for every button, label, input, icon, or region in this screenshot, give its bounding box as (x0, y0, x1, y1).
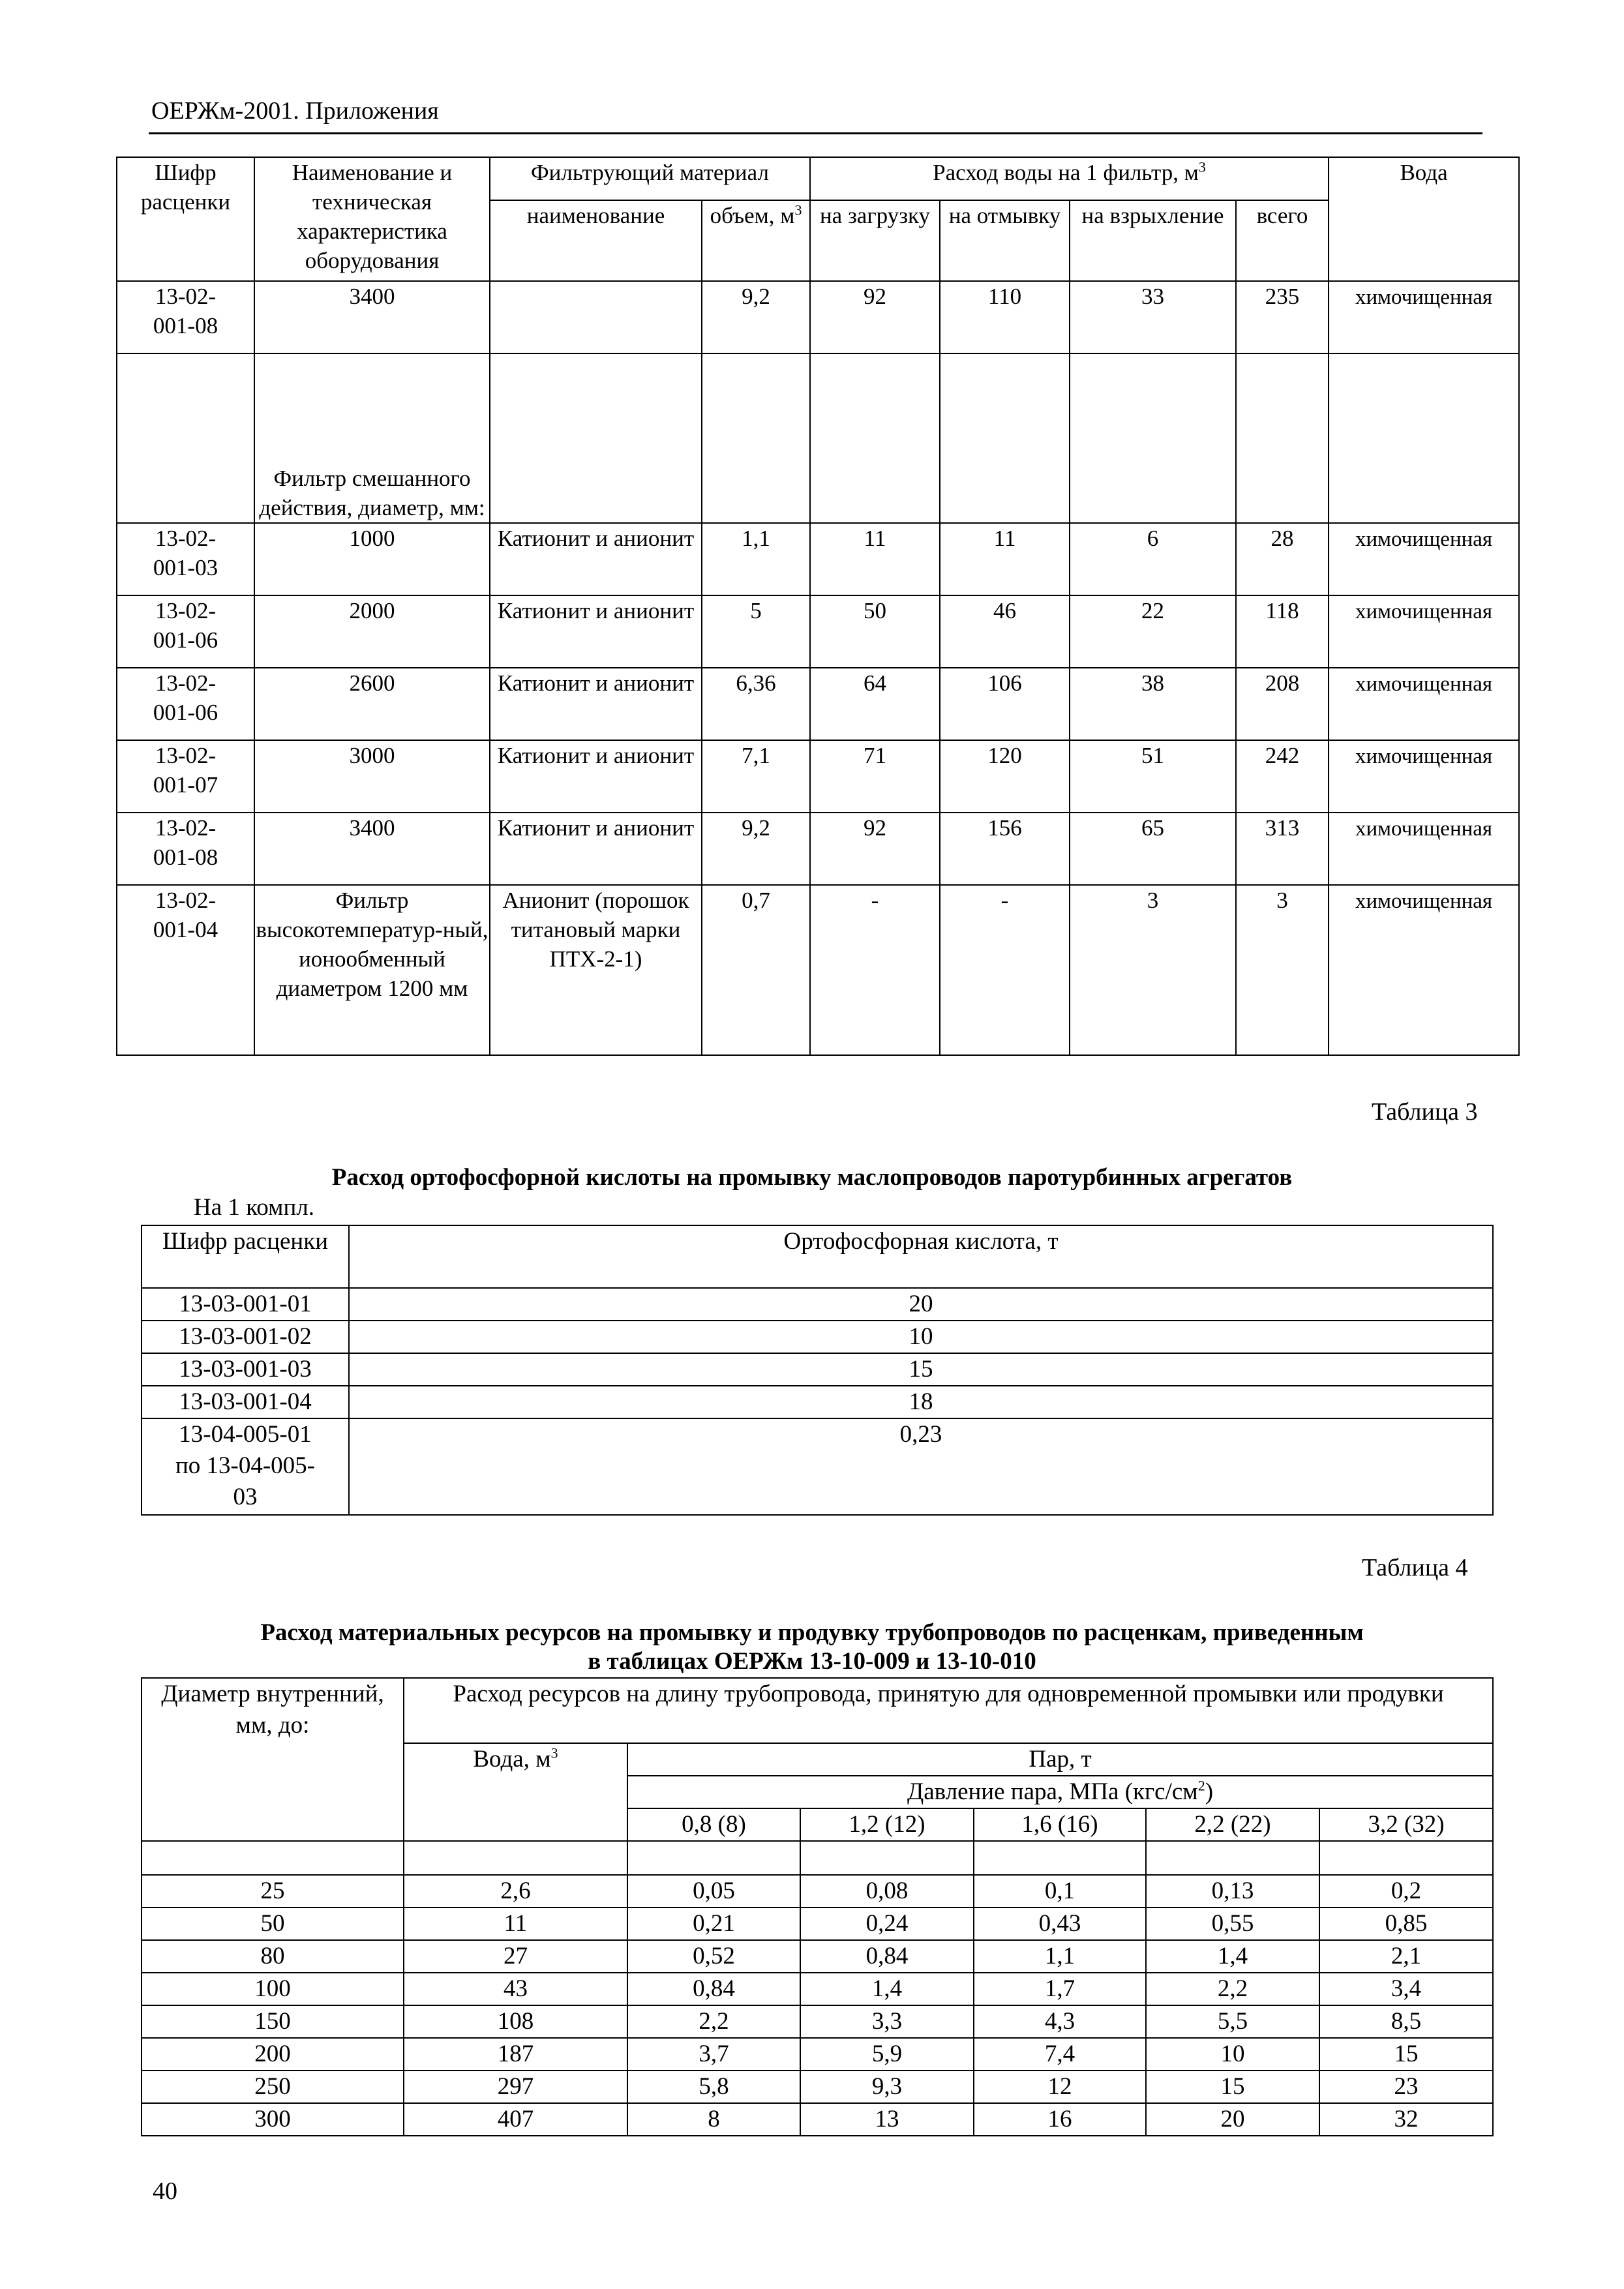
cell-steam-0-8: 3,7 (627, 2038, 800, 2071)
header-pressure-0-8: 0,8 (8) (627, 1808, 800, 1841)
cell-steam-1-2: 9,3 (800, 2071, 974, 2103)
table3-unit-note: На 1 компл. (194, 1194, 314, 1221)
cell-code: 13-04-005-01 по 13-04-005-03 (142, 1418, 349, 1515)
cell-steam-3-2: 2,1 (1319, 1940, 1493, 1973)
table-row (142, 1875, 1493, 1908)
pipeline-flush-table (141, 1677, 1494, 2136)
cell-name: 2600 (254, 668, 490, 740)
header-consumption: Расход ресурсов на длину трубопровода, принятую для одновременной промывки или продувки (404, 1678, 1493, 1743)
cell-loosen: 6 (1070, 523, 1236, 595)
table4-title-line2: в таблицах ОЕРЖм 13-10-009 и 13-10-010 (588, 1648, 1036, 1675)
cell-code: 13-03-001-04 (142, 1386, 349, 1418)
cell-steam-2-2: 0,13 (1146, 1875, 1319, 1908)
table-row (117, 813, 1519, 885)
cell-name: 2000 (254, 595, 490, 668)
cell-wash (940, 353, 1070, 523)
cell-load: 92 (810, 813, 940, 885)
cell-steam-1-6: 1,1 (974, 1940, 1146, 1973)
cell-load: 71 (810, 740, 940, 813)
header-diameter: Диаметр внутренний, мм, до: (142, 1678, 404, 1841)
table-row (142, 1418, 1493, 1515)
cell-steam-0-8: 8 (627, 2103, 800, 2136)
header-pressure-1-6: 1,6 (16) (974, 1808, 1146, 1841)
cell-steam-3-2: 23 (1319, 2071, 1493, 2103)
cell-water: 187 (404, 2038, 627, 2071)
header-load: на загрузку (810, 200, 940, 281)
header-code: Шифр расценки (142, 1225, 349, 1288)
cell-acid: 10 (349, 1321, 1493, 1353)
cell-name: Фильтр смешанного действия, диаметр, мм: (254, 353, 490, 523)
table4-title-line1: Расход материальных ресурсов на промывку и продувку трубопроводов по расценкам, приведенным (260, 1619, 1364, 1646)
table-row (142, 2103, 1493, 2136)
cell-code: 13-03-001-01 (142, 1288, 349, 1321)
phosphoric-acid-table (141, 1225, 1494, 1516)
spacer-row (142, 1841, 1493, 1875)
cell-steam-1-6: 16 (974, 2103, 1146, 2136)
table-row (117, 595, 1519, 668)
header-pressure-3-2: 3,2 (32) (1319, 1808, 1493, 1841)
cell-water: химочищенная (1329, 523, 1519, 595)
cell-total: 242 (1236, 740, 1329, 813)
cell-volume (702, 353, 810, 523)
cell-steam-0-8: 5,8 (627, 2071, 800, 2103)
cell-loosen: 22 (1070, 595, 1236, 668)
cell-material: Катионит и анионит (490, 740, 702, 813)
cell-name: 1000 (254, 523, 490, 595)
cell-loosen (1070, 353, 1236, 523)
header-rule (149, 132, 1482, 134)
table3-title: Расход ортофосфорной кислоты на промывку маслопроводов паротурбинных агрегатов (331, 1164, 1293, 1191)
table4-label: Таблица 4 (1362, 1554, 1468, 1581)
cell-volume: 9,2 (702, 281, 810, 353)
cell-water: химочищенная (1329, 668, 1519, 740)
cell-steam-1-6: 0,43 (974, 1908, 1146, 1940)
cell-material: Катионит и анионит (490, 668, 702, 740)
cell-total: 118 (1236, 595, 1329, 668)
cell-loosen: 3 (1070, 885, 1236, 1055)
cell-water: 297 (404, 2071, 627, 2103)
cell-volume: 5 (702, 595, 810, 668)
header-material-name: наименование (490, 200, 702, 281)
cell-name: Фильтр высокотемператур-ный, ионообменный диаметром 1200 мм (254, 885, 490, 1055)
table-row (142, 2038, 1493, 2071)
cell-steam-1-2: 1,4 (800, 1973, 974, 2005)
cell-steam-2-2: 1,4 (1146, 1940, 1319, 1973)
cell-wash: 156 (940, 813, 1070, 885)
cell-acid: 18 (349, 1386, 1493, 1418)
running-header: ОЕРЖм-2001. Приложения (151, 97, 439, 125)
cell-diameter: 150 (142, 2005, 404, 2038)
cell-water: химочищенная (1329, 281, 1519, 353)
cell-water: 108 (404, 2005, 627, 2038)
cell-diameter: 200 (142, 2038, 404, 2071)
cell-steam-1-2: 0,08 (800, 1875, 974, 1908)
cell-code: 13-03-001-03 (142, 1353, 349, 1386)
cell-load: 92 (810, 281, 940, 353)
cell-code: 13-02-001-07 (117, 740, 254, 813)
cell-material: Катионит и анионит (490, 813, 702, 885)
cell-diameter: 80 (142, 1940, 404, 1973)
table-row (142, 1321, 1493, 1353)
cell-name: 3000 (254, 740, 490, 813)
cell-steam-1-2: 3,3 (800, 2005, 974, 2038)
cell-steam-2-2: 20 (1146, 2103, 1319, 2136)
cell-steam-0-8: 0,05 (627, 1875, 800, 1908)
cell-diameter: 25 (142, 1875, 404, 1908)
cell-steam-2-2: 2,2 (1146, 1973, 1319, 2005)
table-row (142, 1353, 1493, 1386)
cell-name: 3400 (254, 281, 490, 353)
cell-loosen: 51 (1070, 740, 1236, 813)
cell-material: Катионит и анионит (490, 523, 702, 595)
table-row (142, 1940, 1493, 1973)
cell-wash: 11 (940, 523, 1070, 595)
cell-water: 2,6 (404, 1875, 627, 1908)
table-row (117, 281, 1519, 353)
cell-material (490, 281, 702, 353)
table-row (142, 2071, 1493, 2103)
cell-water: 11 (404, 1908, 627, 1940)
cell-code: 13-02-001-06 (117, 668, 254, 740)
table-row (142, 1973, 1493, 2005)
cell-wash: 110 (940, 281, 1070, 353)
cell-code: 13-03-001-02 (142, 1321, 349, 1353)
cell-steam-3-2: 0,2 (1319, 1875, 1493, 1908)
cell-total: 3 (1236, 885, 1329, 1055)
page-number: 40 (153, 2177, 177, 2205)
cell-steam-1-6: 1,7 (974, 1973, 1146, 2005)
cell-volume: 6,36 (702, 668, 810, 740)
cell-load (810, 353, 940, 523)
cell-material (490, 353, 702, 523)
cell-steam-0-8: 0,21 (627, 1908, 800, 1940)
header-pressure-1-2: 1,2 (12) (800, 1808, 974, 1841)
cell-load: 50 (810, 595, 940, 668)
cell-code: 13-02-001-08 (117, 281, 254, 353)
cell-code: 13-02-001-06 (117, 595, 254, 668)
cell-steam-2-2: 0,55 (1146, 1908, 1319, 1940)
cell-wash: 106 (940, 668, 1070, 740)
cell-steam-2-2: 5,5 (1146, 2005, 1319, 2038)
cell-steam-1-6: 0,1 (974, 1875, 1146, 1908)
cell-volume: 1,1 (702, 523, 810, 595)
table-row (142, 1288, 1493, 1321)
header-loosen: на взрыхление (1070, 200, 1236, 281)
cell-diameter: 300 (142, 2103, 404, 2136)
cell-steam-3-2: 8,5 (1319, 2005, 1493, 2038)
cell-diameter: 50 (142, 1908, 404, 1940)
header-acid: Ортофосфорная кислота, т (349, 1225, 1493, 1288)
header-pressure: Давление пара, МПа $(кгс/см^2)$ (627, 1776, 1493, 1808)
cell-volume: 0,7 (702, 885, 810, 1055)
header-water: Вода (1329, 157, 1519, 281)
cell-wash: - (940, 885, 1070, 1055)
cell-diameter: 100 (142, 1973, 404, 2005)
cell-steam-3-2: 15 (1319, 2038, 1493, 2071)
cell-water: 27 (404, 1940, 627, 1973)
cell-code: 13-02-001-03 (117, 523, 254, 595)
header-water: Вода, $м^3$ (404, 1743, 627, 1841)
header-pressure-2-2: 2,2 (22) (1146, 1808, 1319, 1841)
cell-total: 208 (1236, 668, 1329, 740)
cell-acid: 0,23 (349, 1418, 1493, 1515)
table-row (142, 1386, 1493, 1418)
cell-load: - (810, 885, 940, 1055)
cell-steam-3-2: 3,4 (1319, 1973, 1493, 2005)
header-water-consumption: Расход воды на 1 фильтр, $м^3$ (810, 157, 1329, 200)
cell-steam-2-2: 15 (1146, 2071, 1319, 2103)
cell-material: Катионит и анионит (490, 595, 702, 668)
cell-steam-0-8: 2,2 (627, 2005, 800, 2038)
cell-wash: 120 (940, 740, 1070, 813)
header-wash: на отмывку (940, 200, 1070, 281)
cell-steam-2-2: 10 (1146, 2038, 1319, 2071)
cell-load: 11 (810, 523, 940, 595)
cell-volume: 9,2 (702, 813, 810, 885)
cell-total: 235 (1236, 281, 1329, 353)
cell-acid: 20 (349, 1288, 1493, 1321)
cell-steam-3-2: 32 (1319, 2103, 1493, 2136)
cell-code: 13-02-001-04 (117, 885, 254, 1055)
cell-loosen: 33 (1070, 281, 1236, 353)
cell-steam-1-6: 12 (974, 2071, 1146, 2103)
cell-diameter: 250 (142, 2071, 404, 2103)
table-row (142, 1908, 1493, 1940)
table-row (142, 2005, 1493, 2038)
cell-loosen: 65 (1070, 813, 1236, 885)
cell-steam-1-6: 4,3 (974, 2005, 1146, 2038)
cell-water (1329, 353, 1519, 523)
cell-material: Анионит (порошок титановый марки ПТХ-2-1) (490, 885, 702, 1055)
cell-water: химочищенная (1329, 813, 1519, 885)
table-row (117, 885, 1519, 1055)
cell-total: 28 (1236, 523, 1329, 595)
cell-loosen: 38 (1070, 668, 1236, 740)
header-name: Наименование и техническая характеристика оборудования (254, 157, 490, 281)
cell-steam-1-2: 5,9 (800, 2038, 974, 2071)
cell-water: 43 (404, 1973, 627, 2005)
cell-water: химочищенная (1329, 595, 1519, 668)
cell-water: химочищенная (1329, 740, 1519, 813)
cell-load: 64 (810, 668, 940, 740)
cell-water: 407 (404, 2103, 627, 2136)
cell-total (1236, 353, 1329, 523)
cell-steam-3-2: 0,85 (1319, 1908, 1493, 1940)
cell-steam-1-2: 0,24 (800, 1908, 974, 1940)
header-total: всего (1236, 200, 1329, 281)
cell-steam-1-2: 13 (800, 2103, 974, 2136)
table3-label: Таблица 3 (1372, 1098, 1478, 1126)
cell-water: химочищенная (1329, 885, 1519, 1055)
cell-wash: 46 (940, 595, 1070, 668)
cell-total: 313 (1236, 813, 1329, 885)
cell-steam-0-8: 0,52 (627, 1940, 800, 1973)
cell-volume: 7,1 (702, 740, 810, 813)
table-row (117, 740, 1519, 813)
cell-steam-1-2: 0,84 (800, 1940, 974, 1973)
cell-code: 13-02-001-08 (117, 813, 254, 885)
cell-acid: 15 (349, 1353, 1493, 1386)
table-row (117, 668, 1519, 740)
header-code: Шифр расценки (117, 157, 254, 281)
cell-code (117, 353, 254, 523)
table-row (117, 523, 1519, 595)
cell-steam-1-6: 7,4 (974, 2038, 1146, 2071)
cell-steam-0-8: 0,84 (627, 1973, 800, 2005)
header-filter-material: Фильтрующий материал (490, 157, 810, 200)
filter-water-table (116, 157, 1520, 1056)
header-material-volume: объем, $м^3$ (702, 200, 810, 281)
header-steam: Пар, т (627, 1743, 1493, 1776)
table-row (117, 353, 1519, 523)
cell-name: 3400 (254, 813, 490, 885)
